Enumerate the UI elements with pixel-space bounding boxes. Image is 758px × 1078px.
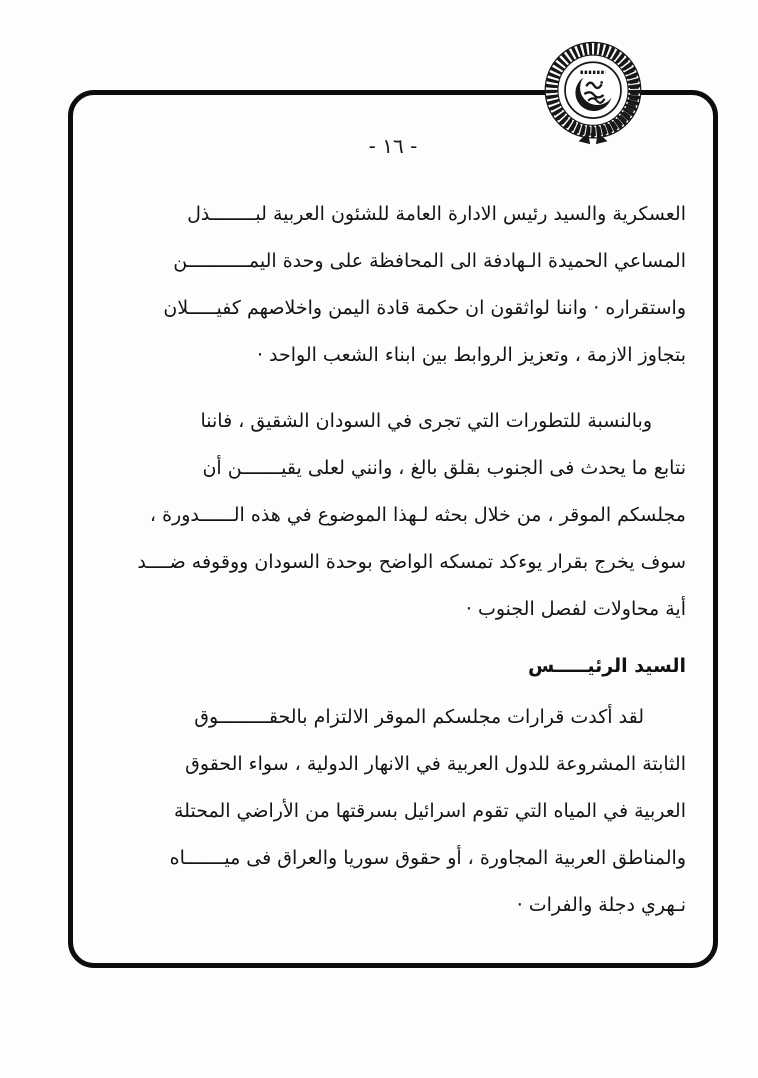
text-line: الثابتة المشروعة للدول العربية في الانهار الدولية ، سواء الحقوق [185, 753, 686, 775]
text-line: العسكرية والسيد رئيس الادارة العامة للشئون العربية لبــــــــذل [187, 203, 686, 225]
text-line: أية محاولات لفصل الجنوب · [465, 598, 686, 620]
text-line: والمناطق العربية المجاورة ، أو حقوق سوريا والعراق فى ميـــــــاه [169, 847, 686, 869]
text-line: بتجاوز الازمة ، وتعزيز الروابط بين ابناء الشعب الواحد · [256, 344, 686, 366]
text-line: نتابع ما يحدث فى الجنوب بقلق بالغ ، وانني لعلى يقيـــــــن أن [202, 457, 686, 479]
paragraph-water-rights [98, 694, 686, 929]
paragraph-sudan [98, 398, 686, 633]
paragraph-yemen [98, 191, 686, 379]
text-line: سوف يخرج بقرار يوءكد تمسكه الواضح بوحدة السودان ووقوفه ضــــد [137, 551, 686, 573]
text-line: العربية في المياه التي تقوم اسرائيل بسرقتها من الأراضي المحتلة [173, 800, 686, 822]
text-line: وبالنسبة للتطورات التي تجرى في السودان الشقيق ، فاننا [200, 410, 652, 432]
section-heading: السيد الرئيـــــس [527, 655, 686, 677]
text-line: المساعي الحميدة الـهادفة الى المحافظة على وحدة اليمـــــــــــن [173, 250, 686, 272]
page-number: - ١٦ - [368, 134, 418, 158]
text-line: نـهري دجلة والفرات · [516, 894, 686, 916]
text-line: لقد أكدت قرارات مجلسكم الموقر الالتزام بالحقـــــــــوق [194, 706, 644, 728]
text-line: واستقراره · واننا لواثقون ان حكمة قادة اليمن واخلاصهم كفيـــــلان [163, 297, 686, 319]
text-line: مجلسكم الموقر ، من خلال بحثه لـهذا الموضوع في هذه الــــــدورة ، [149, 504, 686, 526]
